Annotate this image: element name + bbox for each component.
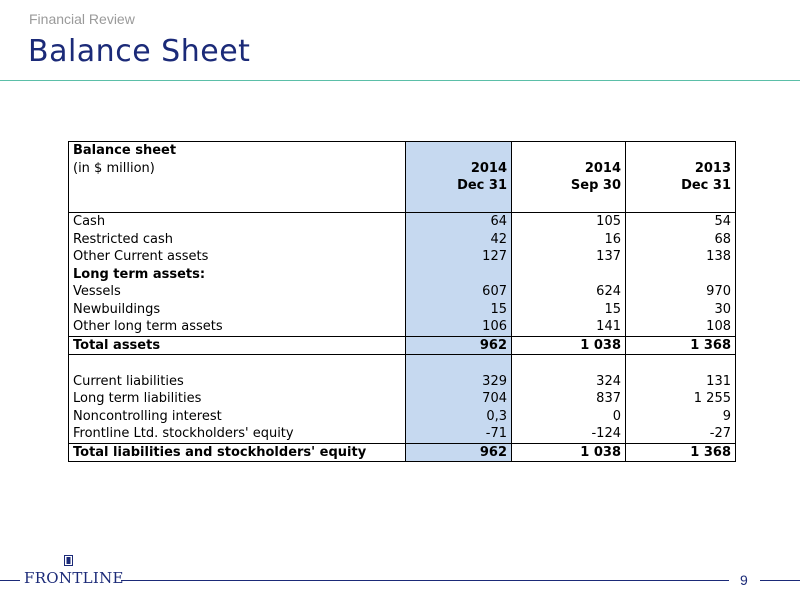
row-value: 15 (512, 301, 626, 319)
row-value: 1 368 (626, 336, 736, 355)
row-label: Long term liabilities (69, 390, 406, 408)
page-number: 9 (740, 572, 748, 588)
table-row (69, 373, 736, 391)
table-row (69, 213, 736, 231)
row-value: 607 (406, 283, 512, 301)
row-value: 42 (406, 231, 512, 249)
row-label: Noncontrolling interest (69, 408, 406, 426)
row-value: -124 (512, 425, 626, 443)
row-label: Other Current assets (69, 248, 406, 266)
row-value: 329 (406, 373, 512, 391)
col-date-1: Dec 31 (406, 177, 512, 195)
row-value: 138 (626, 248, 736, 266)
row-value: 30 (626, 301, 736, 319)
table-row (69, 283, 736, 301)
total-row (69, 443, 736, 462)
row-value: 141 (512, 318, 626, 336)
col-year-3: 2013 (626, 160, 736, 178)
row-value: 127 (406, 248, 512, 266)
col-year-1: 2014 (406, 160, 512, 178)
table-header-row-3 (69, 177, 736, 195)
row-value: -71 (406, 425, 512, 443)
footer-rule-right (760, 580, 800, 581)
row-value: 704 (406, 390, 512, 408)
col-date-2: Sep 30 (512, 177, 626, 195)
row-label: Cash (69, 213, 406, 231)
row-value: 970 (626, 283, 736, 301)
row-value: 837 (512, 390, 626, 408)
slide-subtitle: Financial Review (29, 11, 135, 27)
row-value: 15 (406, 301, 512, 319)
row-value: 962 (406, 336, 512, 355)
title-divider (0, 80, 800, 81)
row-value: 131 (626, 373, 736, 391)
total-row (69, 336, 736, 355)
col-year-2: 2014 (512, 160, 626, 178)
table-row (69, 301, 736, 319)
balance-sheet-table (68, 141, 736, 462)
row-value: 1 255 (626, 390, 736, 408)
row-value: 962 (406, 443, 512, 462)
col-date-3: Dec 31 (626, 177, 736, 195)
footer-rule-left (0, 580, 20, 581)
table-row (69, 248, 736, 266)
footer-rule (121, 580, 729, 581)
row-value: 624 (512, 283, 626, 301)
table-row (69, 425, 736, 443)
table-row (69, 318, 736, 336)
row-value: 324 (512, 373, 626, 391)
row-value: 1 368 (626, 443, 736, 462)
row-value: 16 (512, 231, 626, 249)
row-value: 108 (626, 318, 736, 336)
row-value: 0 (512, 408, 626, 426)
table-header-row-2 (69, 160, 736, 178)
table-row (69, 266, 736, 284)
row-value: 1 038 (512, 443, 626, 462)
row-value: 1 038 (512, 336, 626, 355)
row-label: Current liabilities (69, 373, 406, 391)
row-value: -27 (626, 425, 736, 443)
table-row (69, 390, 736, 408)
row-label: Other long term assets (69, 318, 406, 336)
frontline-logo: FRONTLINE (24, 569, 124, 587)
row-value: 54 (626, 213, 736, 231)
row-value: 0,3 (406, 408, 512, 426)
total-liabilities-label: Total liabilities and stockholders' equity (69, 443, 406, 462)
row-value: 68 (626, 231, 736, 249)
row-value: 64 (406, 213, 512, 231)
row-label: Frontline Ltd. stockholders' equity (69, 425, 406, 443)
row-label: Vessels (69, 283, 406, 301)
total-assets-label: Total assets (69, 336, 406, 355)
table-header-label: Balance sheet (69, 142, 406, 160)
row-value: 106 (406, 318, 512, 336)
slide-title: Balance Sheet (28, 34, 251, 69)
table-row (69, 231, 736, 249)
row-value: 105 (512, 213, 626, 231)
row-label: Restricted cash (69, 231, 406, 249)
table-header-units: (in $ million) (69, 160, 406, 178)
row-value: 137 (512, 248, 626, 266)
row-label: Newbuildings (69, 301, 406, 319)
logo-emblem-icon (64, 555, 73, 566)
section-label: Long term assets: (69, 266, 406, 284)
table-header-row-1 (69, 142, 736, 160)
row-value: 9 (626, 408, 736, 426)
table-row (69, 408, 736, 426)
